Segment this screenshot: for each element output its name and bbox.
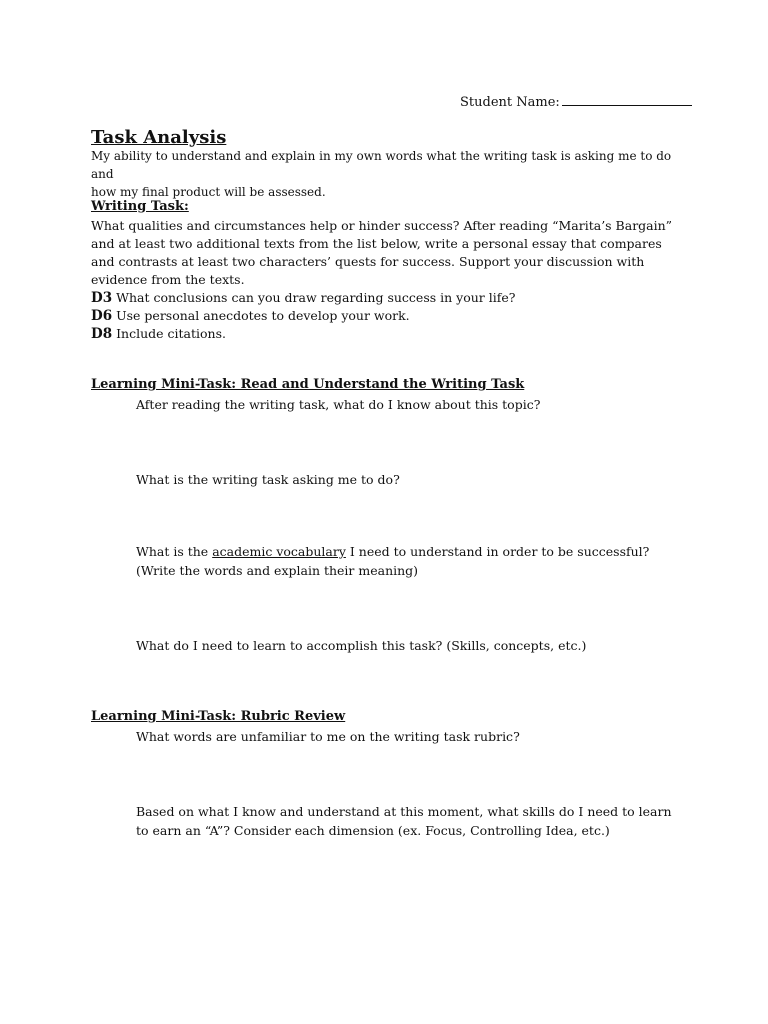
mini-task-2-question-2 — [136, 802, 672, 840]
academic-vocabulary-term: academic vocabulary — [212, 544, 346, 559]
mini-task-1-heading: Learning Mini-Task: Read and Understand the Writing Task — [91, 377, 525, 392]
dimension-item-d8 — [91, 325, 691, 343]
mini-task-2-question-1: What words are unfamiliar to me on the writing task rubric? — [136, 729, 520, 744]
question-line: Based on what I know and understand at this moment, what skills do I need to learn — [136, 804, 672, 819]
writing-task-body — [91, 217, 691, 343]
writing-task-line: and contrasts at least two characters’ quests for success. Support your discussion with — [91, 254, 645, 269]
student-name-field[interactable] — [460, 94, 692, 110]
page-title: Task Analysis — [91, 127, 227, 148]
writing-task-heading: Writing Task: — [91, 199, 189, 214]
dimension-text: Include citations. — [116, 326, 226, 341]
mini-task-2-heading: Learning Mini-Task: Rubric Review — [91, 709, 346, 724]
intro-line: how my final product will be assessed. — [91, 185, 326, 199]
question-line: to earn an “A”? Consider each dimension (ex. Focus, Controlling Idea, etc.) — [136, 823, 610, 838]
mini-task-1-question-3 — [136, 542, 649, 580]
student-name-blank-line[interactable] — [562, 94, 692, 106]
student-name-label: Student Name: — [460, 95, 560, 110]
dimension-code: D6 — [91, 308, 113, 324]
dimension-text: What conclusions can you draw regarding success in your life? — [116, 290, 516, 305]
mini-task-1-question-1: After reading the writing task, what do I know about this topic? — [136, 397, 541, 412]
intro-line: My ability to understand and explain in my own words what the writing task is asking me to do and — [91, 149, 672, 181]
writing-task-line: and at least two additional texts from the list below, write a personal essay that compares — [91, 236, 662, 251]
writing-task-line: What qualities and circumstances help or hinder success? After reading “Marita’s Bargain” — [91, 218, 673, 233]
question-instruction: (Write the words and explain their meaning) — [136, 563, 419, 578]
dimension-code: D3 — [91, 290, 113, 306]
mini-task-1-question-2: What is the writing task asking me to do? — [136, 472, 400, 487]
dimension-text: Use personal anecdotes to develop your work. — [116, 308, 410, 323]
intro-paragraph — [91, 147, 691, 201]
mini-task-1-question-4: What do I need to learn to accomplish this task? (Skills, concepts, etc.) — [136, 638, 587, 653]
writing-task-line: evidence from the texts. — [91, 272, 245, 287]
question-text: What is the — [136, 544, 213, 559]
dimension-code: D8 — [91, 326, 113, 342]
question-text: I need to understand in order to be successful? — [345, 544, 650, 559]
dimension-item-d3 — [91, 289, 691, 307]
dimension-item-d6 — [91, 307, 691, 325]
